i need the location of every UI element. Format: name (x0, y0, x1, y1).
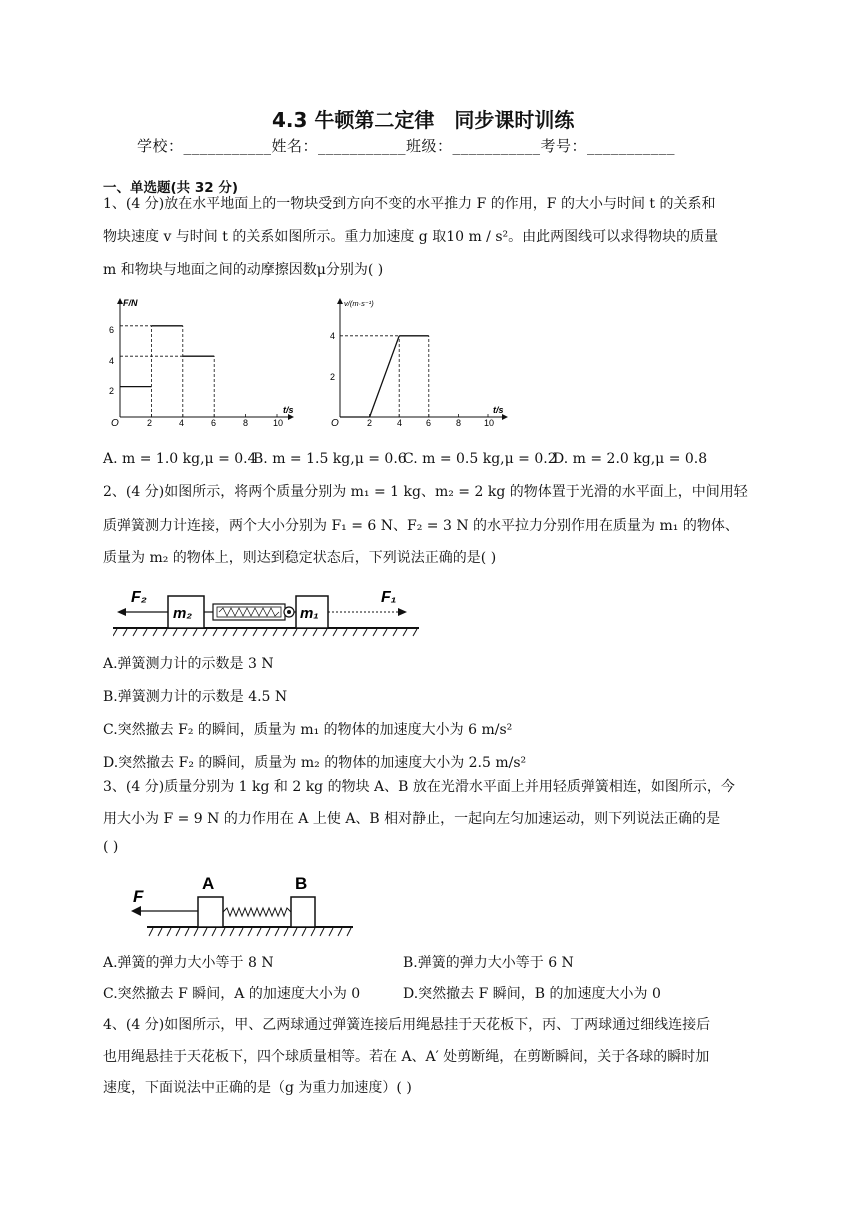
chartF-ylabel: F/N (123, 298, 138, 308)
chartV-ytick: 2 (330, 372, 336, 382)
q2-stem-line-2: 质弹簧测力计连接，两个大小分别为 F₁ = 6 N、F₂ = 3 N 的水平拉力分别作用在质量为 m₁ 的物体、 (103, 518, 739, 534)
q1-stem-line-1: 1、(4 分)放在水平地面上的一物块受到方向不变的水平推力 F 的作用，F 的大小与时间 t 的关系和 (103, 196, 716, 212)
q3-stem-line-3: ( ) (103, 839, 119, 855)
q4-stem-line-2: 也用绳悬挂于天花板下，四个球质量相等。若在 A、A′ 处剪断绳，在剪断瞬间，关于各球的瞬时加 (103, 1049, 710, 1065)
q1-stem-line-3: m 和物块与地面之间的动摩擦因数μ分别为( ) (103, 262, 384, 278)
q3-spring-blocks-figure (125, 868, 360, 940)
chartF-xtick: 8 (243, 418, 249, 428)
chartV-ytick: 4 (330, 331, 336, 341)
q2-stem-line-1: 2、(4 分)如图所示，将两个质量分别为 m₁ = 1 kg、m₂ = 2 kg 的物体置于光滑的水平面上，中间用轻 (103, 484, 748, 500)
chartV-xlabel: t/s (493, 405, 504, 415)
q4-stem-line-3: 速度，下面说法中正确的是（g 为重力加速度）( ) (103, 1080, 412, 1096)
q3-option-b: B.弹簧的弹力大小等于 6 N (403, 955, 574, 971)
q2-option-b: B.弹簧测力计的示数是 4.5 N (103, 689, 288, 705)
q3-option-c: C.突然撤去 F 瞬间，A 的加速度大小为 0 (103, 986, 361, 1002)
chartV-origin: O (331, 418, 339, 429)
q2-option-d: D.突然撤去 F₂ 的瞬间，质量为 m₂ 的物体的加速度大小为 2.5 m/s² (103, 755, 527, 771)
chartF-ytick: 4 (109, 356, 115, 366)
q1-option-d: D. m = 2.0 kg,μ = 0.8 (553, 451, 708, 467)
chartF-ytick: 2 (109, 386, 115, 396)
chartV-ylabel: v/(m·s⁻¹) (344, 299, 374, 308)
chartV-xtick: 10 (484, 418, 495, 428)
q1-option-c: C. m = 0.5 kg,μ = 0.2 (403, 451, 557, 467)
chartV-xtick: 8 (456, 418, 462, 428)
q4-stem-line-1: 4、(4 分)如图所示，甲、乙两球通过弹簧连接后用绳悬挂于天花板下，丙、丁两球通过细线连接后 (103, 1017, 711, 1033)
force-time-chart (100, 292, 300, 437)
q2-m2-label: m₂ (173, 605, 193, 622)
chartV-xtick: 4 (397, 418, 403, 428)
series-segment (370, 336, 400, 417)
q3-option-d: D.突然撤去 F 瞬间，B 的加速度大小为 0 (403, 986, 661, 1002)
q3-stem-line-2: 用大小为 F = 9 N 的力作用在 A 上使 A、B 相对静止，一起向左匀加速运动，则下列说法正确的是 (103, 811, 721, 827)
q1-option-a: A. m = 1.0 kg,μ = 0.4 (103, 451, 257, 467)
student-info-line: 学校：___________姓名：___________班级：___________考号：___________ (137, 137, 676, 155)
chartV-xtick: 6 (426, 418, 432, 428)
chartF-xtick: 10 (273, 418, 284, 428)
q1-option-b: B. m = 1.5 kg,μ = 0.6 (253, 451, 407, 467)
y-axis-arrow (337, 298, 343, 304)
q3-b-label: B (295, 874, 308, 893)
q2-option-a: A.弹簧测力计的示数是 3 N (103, 656, 274, 672)
page-title: 4.3 牛顿第二定律 同步课时训练 (272, 108, 575, 132)
section-heading: 一、单选题(共 32 分) (103, 180, 239, 196)
q2-spring-scale-figure (113, 582, 423, 638)
q3-a-label: A (202, 874, 215, 893)
chartV-xtick: 2 (367, 418, 373, 428)
q2-f1-label: F₁ (381, 589, 397, 606)
chartF-xlabel: t/s (283, 405, 294, 415)
chartF-origin: O (111, 418, 119, 429)
q2-stem-line-3: 质量为 m₂ 的物体上，则达到稳定状态后，下列说法正确的是( ) (103, 550, 497, 566)
q3-option-a: A.弹簧的弹力大小等于 8 N (103, 955, 274, 971)
q3-stem-line-1: 3、(4 分)质量分别为 1 kg 和 2 kg 的物块 A、B 放在光滑水平面上并用轻质弹簧相连，如图所示，今 (103, 779, 735, 795)
chartF-xtick: 6 (211, 418, 217, 428)
q1-stem-line-2: 物块速度 v 与时间 t 的关系如图所示。重力加速度 g 取10 m / s²。由此两图线可以求得物块的质量 (103, 229, 719, 245)
chartF-xtick: 4 (179, 418, 185, 428)
q3-f-label: F (133, 887, 144, 906)
q2-m1-label: m₁ (300, 605, 319, 622)
chartF-xtick: 2 (147, 418, 153, 428)
chartF-ytick: 6 (109, 325, 115, 335)
velocity-time-chart (326, 292, 516, 437)
q2-f2-label: F₂ (131, 589, 147, 606)
q2-option-c: C.突然撤去 F₂ 的瞬间，质量为 m₁ 的物体的加速度大小为 6 m/s² (103, 722, 513, 738)
